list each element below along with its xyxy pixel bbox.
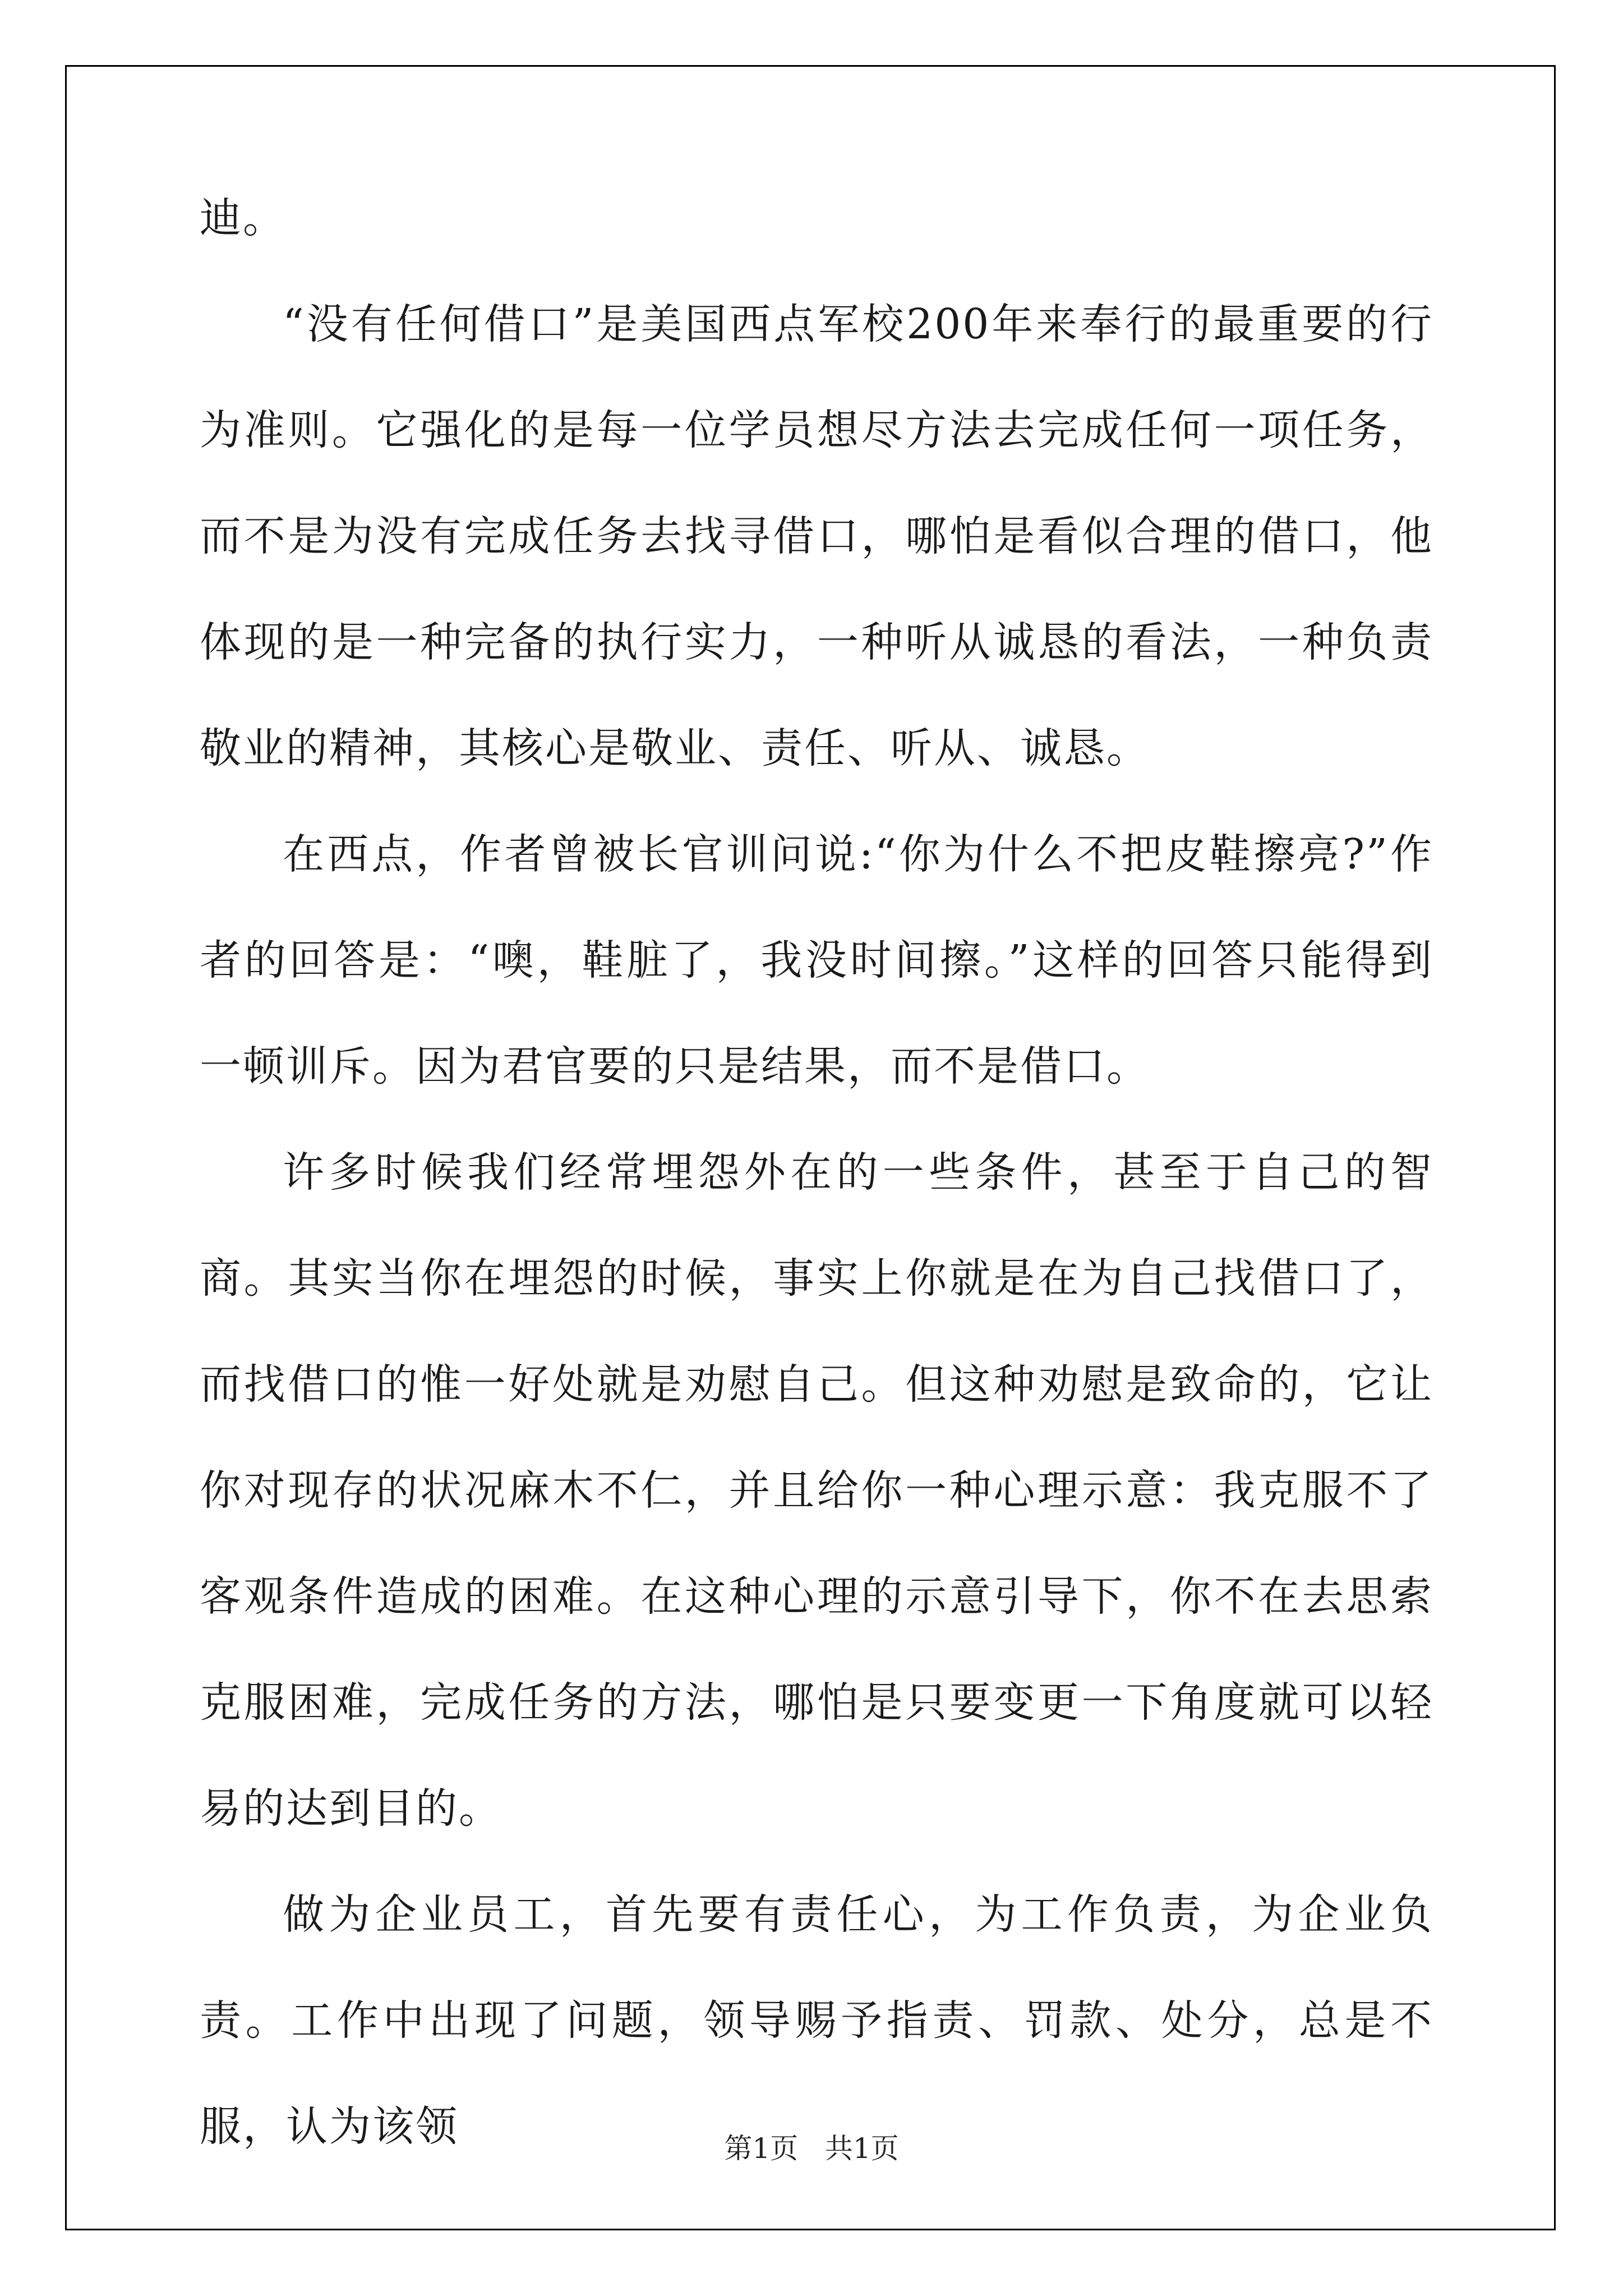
- paragraph-4: 许多时候我们经常埋怨外在的一些条件，甚至于自己的智商。其实当你在埋怨的时候，事实上你就是在为自己找借口了，而找借口的惟一好处就是劝慰自己。但这种劝慰是致命的，它让你对现存的状况麻木不仁，并且给你一种心理示意：我克服不了客观条件造成的困难。在这种心理的示意引导下，你不在去思索克服困难，完成任务的方法，哪怕是只要变更一下角度就可以轻易的达到目的。: [200, 1148, 1433, 1833]
- document-body: [200, 194, 1433, 2180]
- paragraph-3: 在西点，作者曾被长官训问说:“你为什么不把皮鞋擦亮?”作者的回答是：“噢，鞋脏了，我没时间擦。”这样的回答只能得到一顿训斥。因为君官要的只是结果，而不是借口。: [200, 830, 1433, 1091]
- paragraph-1: 迪。: [200, 194, 286, 242]
- paragraph-5: 做为企业员工，首先要有责任心，为工作负责，为企业负责。工作中出现了问题，领导赐予指责、罚款、处分，总是不服，认为该领: [200, 1890, 1433, 2151]
- paragraph-2: “没有任何借口”是美国西点军校200年来奉行的最重要的行为准则。它强化的是每一位学员想尽方法去完成任何一项任务，而不是为没有完成任务去找寻借口，哪怕是看似合理的借口，他体现的是一种完备的执行实力，一种听从诚恳的看法，一种负责敬业的精神，其核心是敬业、责任、听从、诚恳。: [200, 300, 1433, 772]
- page-number-footer: 第1页 共1页: [724, 2132, 899, 2165]
